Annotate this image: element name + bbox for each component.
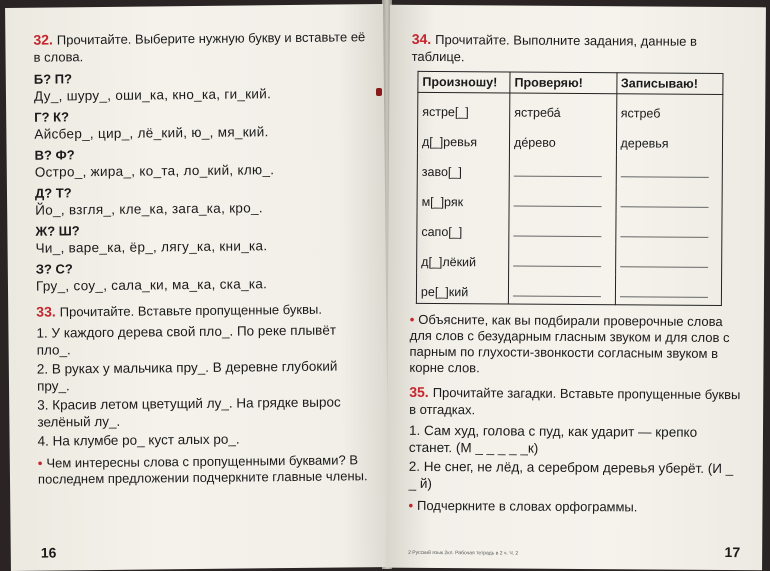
- answer-blank: [513, 224, 601, 238]
- table-cell: м[_]ряк: [417, 183, 509, 214]
- right-page: [386, 5, 766, 571]
- table-row: [417, 213, 722, 245]
- sentence-line: 3. Красив летом цветущий лу_. На грядке вырос зелёный лу_.: [37, 394, 341, 430]
- bullet-icon: •: [409, 311, 415, 327]
- word-list: Гру_, соу_, сала_ки, ма_ка, ска_ка.: [35, 276, 268, 294]
- answer-blank: [620, 254, 708, 268]
- table-header: Произношу!: [418, 71, 510, 93]
- table-cell: [616, 154, 723, 185]
- table-cell: д[_]лёкий: [417, 243, 509, 274]
- word-list: Остро_, жира_, ко_та, ло_кий, клю_.: [34, 162, 275, 180]
- riddle-line: 1. Сам худ, голова с пуд, как ударит — крепко станет. (М _ _ _ _ _к): [408, 422, 698, 456]
- table-cell: [509, 244, 616, 275]
- footer-text: 2 Русский язык 2кл. Рабочая тетрадь в 2 ч. Ч. 2: [408, 549, 519, 557]
- word-list: Айсбер_, цир_, лё_кий, ю_, мя_кий.: [34, 124, 269, 142]
- table-cell: деревья: [616, 124, 723, 155]
- letter-choice: З? С?: [35, 261, 73, 277]
- table-cell: [615, 214, 722, 245]
- exercise-32-title: [33, 28, 365, 65]
- exercise-33-title: [36, 300, 368, 320]
- letter-choice: Б? П?: [33, 71, 73, 87]
- table-row: [417, 153, 722, 185]
- sentence-line: 2. В руках у мальчика пру_. В деревне глубокий пру_.: [36, 358, 338, 394]
- table-cell: [615, 274, 722, 305]
- riddle-line: 2. Не снег, не лёд, а серебром деревья уберёт. (И _ _ й): [408, 458, 734, 491]
- table-cell: сапо[_]: [417, 213, 509, 244]
- table-cell: [508, 274, 615, 305]
- bullet-icon: •: [37, 455, 43, 471]
- table-cell: [509, 184, 616, 215]
- exercise-number: 35.: [409, 383, 429, 400]
- word-list: Чи_, варе_ка, ёр_, лягу_ка, кни_ка.: [35, 238, 268, 256]
- word-list: Йо_, взгля_, кле_ка, зага_ка, кро_.: [35, 200, 263, 218]
- answer-blank: [513, 254, 601, 268]
- table-cell: ястре[_]: [418, 92, 510, 123]
- sentence-line: 4. На клумбе ро_ куст алых ро_.: [37, 431, 240, 449]
- answer-blank: [514, 164, 602, 178]
- exercise-number: 33.: [36, 303, 56, 320]
- sentence-line: 1. У каждого дерева свой пло_. По реке плывёт пло_.: [36, 322, 337, 358]
- table-row: [417, 123, 722, 155]
- table-row: [417, 183, 722, 215]
- table-cell: [509, 214, 616, 245]
- exercise-text: Прочитайте. Выберите нужную букву и вставьте её в слова.: [33, 29, 366, 65]
- table-cell: д[_]ревья: [417, 123, 509, 154]
- riddles: [409, 422, 743, 494]
- letter-choice: В? Ф?: [34, 147, 75, 163]
- left-note: [38, 452, 370, 487]
- answer-blank: [513, 284, 601, 298]
- table-cell: [615, 244, 722, 275]
- note-text: Подчеркните в словах орфограммы.: [416, 497, 638, 515]
- exercise-text: Прочитайте. Вставьте пропущенные буквы.: [59, 301, 323, 320]
- table-cell: [616, 184, 723, 215]
- note-text: Объясните, как вы подбирали проверочные слова для слов с безударным гласным звуком и для слов с парным по глухости-звонкости согласным звуком в корне слов.: [409, 311, 730, 376]
- exercise-number: 32.: [33, 31, 53, 48]
- letter-choice: Ж? Ш?: [35, 223, 80, 239]
- bullet-icon: •: [408, 497, 414, 513]
- table-row: [417, 243, 722, 275]
- table-cell: ястреба́: [510, 93, 617, 124]
- page-number: 17: [724, 544, 741, 561]
- table-cell: де́рево: [509, 124, 616, 155]
- page-number: 16: [40, 544, 57, 561]
- answer-blank: [619, 284, 707, 298]
- exercise-text: Прочитайте загадки. Вставьте пропущенные буквы в отгадках.: [409, 385, 741, 418]
- letter-groups: [34, 68, 368, 293]
- table-header: Записываю!: [616, 73, 723, 95]
- left-page: [5, 4, 389, 571]
- table-body: [416, 92, 722, 305]
- exercise-35-title: [409, 384, 743, 420]
- answer-blank: [620, 164, 708, 178]
- spelling-table: [416, 71, 724, 306]
- letter-choice: Г? К?: [34, 109, 70, 125]
- note-text: Чем интересны слова с пропущенными буквами? В последнем предложении подчеркните главные члены.: [37, 452, 368, 487]
- answer-blank: [514, 194, 602, 208]
- bookmark-ribbon: [376, 88, 382, 96]
- word-list: Ду_, шуру_, оши_ка, кно_ка, ги_кий.: [33, 86, 272, 104]
- exercise-text: Прочитайте. Выполните задания, данные в таблице.: [411, 32, 698, 65]
- table-row: [418, 92, 723, 125]
- exercise-33-lines: [36, 321, 369, 449]
- right-note: [409, 312, 743, 378]
- table-cell: [509, 154, 616, 185]
- exercise-34-title: [412, 31, 746, 67]
- table-cell: ре[_]кий: [416, 273, 508, 304]
- letter-choice: Д? Т?: [34, 185, 72, 201]
- answer-blank: [620, 224, 708, 238]
- table-row: [416, 273, 721, 306]
- right-note-2: [408, 498, 742, 516]
- table-cell: ястреб: [616, 94, 723, 125]
- table-header: Проверяю!: [510, 72, 617, 94]
- exercise-number: 34.: [411, 30, 432, 47]
- table-cell: заво[_]: [417, 153, 509, 184]
- answer-blank: [620, 194, 708, 208]
- table-header-row: [418, 71, 723, 94]
